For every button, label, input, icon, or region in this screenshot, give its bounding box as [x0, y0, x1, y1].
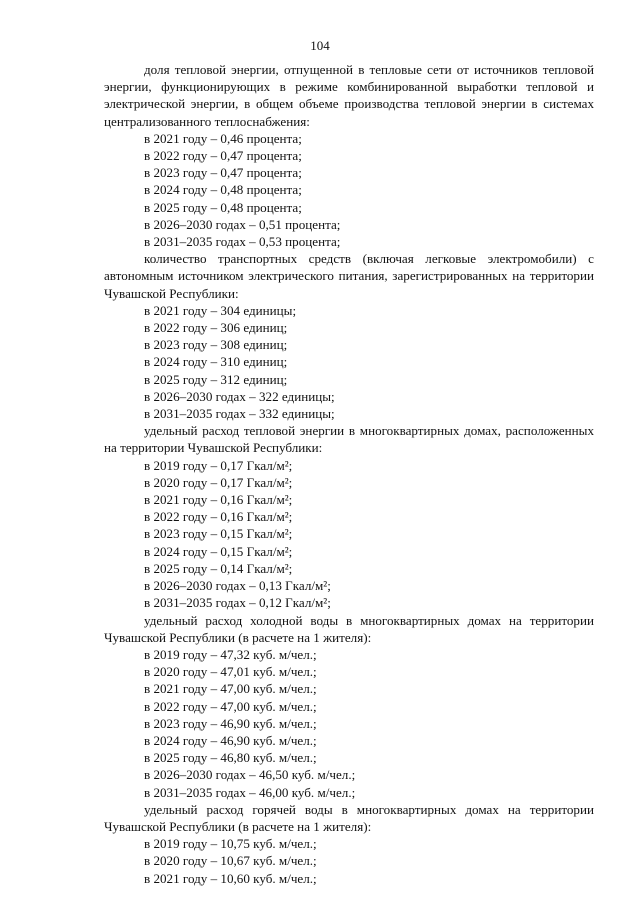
- list-item: в 2023 году – 46,90 куб. м/чел.;: [144, 715, 317, 731]
- list-item: в 2022 году – 47,00 куб. м/чел.;: [144, 698, 317, 714]
- list-item: в 2021 году – 47,00 куб. м/чел.;: [144, 681, 317, 697]
- indicator-paragraph: удельный расход горячей воды в многоквартирных домах на территории Чувашской Республики (в расчете на 1 жителя):: [104, 801, 594, 834]
- list-item: в 2024 году – 46,90 куб. м/чел.;: [144, 732, 317, 748]
- list-item: в 2020 году – 0,17 Гкал/м²;: [144, 474, 293, 490]
- list-item: в 2031–2035 годах – 332 единицы;: [144, 406, 335, 422]
- list-item: в 2020 году – 47,01 куб. м/чел.;: [144, 664, 317, 680]
- indicator-paragraph: количество транспортных средств (включая легковые электромобили) с автономным источником электрического питания, зарегистрированных на территории Чувашской Республики:: [104, 251, 594, 301]
- list-item: в 2024 году – 0,15 Гкал/м²;: [144, 543, 293, 559]
- page-number: 104: [310, 38, 330, 53]
- list-item: в 2023 году – 308 единиц;: [144, 337, 288, 353]
- list-item: в 2019 году – 10,75 куб. м/чел.;: [144, 836, 317, 852]
- list-item: в 2026–2030 годах – 322 единицы;: [144, 388, 335, 404]
- list-item: в 2025 году – 312 единиц;: [144, 371, 288, 387]
- list-item: в 2019 году – 0,17 Гкал/м²;: [144, 457, 293, 473]
- list-item: в 2021 году – 10,60 куб. м/чел.;: [144, 870, 317, 886]
- list-item: в 2026–2030 годах – 0,51 процента;: [144, 216, 341, 232]
- list-item: в 2021 году – 0,46 процента;: [144, 130, 302, 146]
- list-item: в 2025 году – 0,48 процента;: [144, 199, 302, 215]
- list-item: в 2031–2035 годах – 0,12 Гкал/м²;: [144, 595, 331, 611]
- document-body: [104, 61, 594, 887]
- indicator-paragraph: удельный расход холодной воды в многоквартирных домах на территории Чувашской Республики (в расчете на 1 жителя):: [104, 612, 594, 645]
- list-item: в 2022 году – 0,47 процента;: [144, 148, 302, 164]
- list-item: в 2021 году – 304 единицы;: [144, 302, 297, 318]
- list-item: в 2025 году – 0,14 Гкал/м²;: [144, 560, 293, 576]
- list-item: в 2020 году – 10,67 куб. м/чел.;: [144, 853, 317, 869]
- list-item: в 2019 году – 47,32 куб. м/чел.;: [144, 646, 317, 662]
- list-item: в 2024 году – 0,48 процента;: [144, 182, 302, 198]
- list-item: в 2021 году – 0,16 Гкал/м²;: [144, 492, 293, 508]
- list-item: в 2026–2030 годах – 46,50 куб. м/чел.;: [144, 767, 356, 783]
- list-item: в 2031–2035 годах – 46,00 куб. м/чел.;: [144, 784, 356, 800]
- list-item: в 2025 году – 46,80 куб. м/чел.;: [144, 750, 317, 766]
- indicator-paragraph: доля тепловой энергии, отпущенной в тепловые сети от источников тепловой энергии, функционирующих в режиме комбинированной выработки тепловой и электрической энергии, в общем объеме производства тепловой энергии в системах централизованного теплоснабжения:: [104, 62, 594, 129]
- indicator-paragraph: удельный расход тепловой энергии в многоквартирных домах, расположенных на территории Чувашской Республики:: [104, 423, 594, 456]
- list-item: в 2026–2030 годах – 0,13 Гкал/м²;: [144, 578, 331, 594]
- list-item: в 2031–2035 годах – 0,53 процента;: [144, 234, 341, 250]
- list-item: в 2023 году – 0,15 Гкал/м²;: [144, 526, 293, 542]
- list-item: в 2022 году – 0,16 Гкал/м²;: [144, 509, 293, 525]
- list-item: в 2022 году – 306 единиц;: [144, 320, 288, 336]
- list-item: в 2023 году – 0,47 процента;: [144, 165, 302, 181]
- list-item: в 2024 году – 310 единиц;: [144, 354, 288, 370]
